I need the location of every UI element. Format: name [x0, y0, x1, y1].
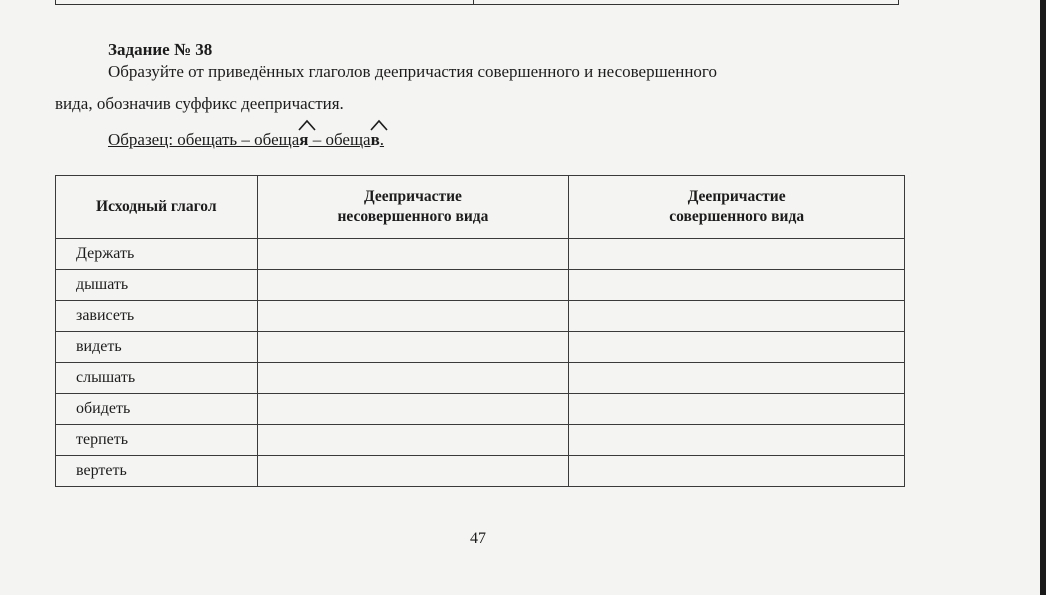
- verbs-table: [55, 175, 905, 487]
- perfective-answer-cell[interactable]: [569, 332, 905, 363]
- perfective-answer-cell[interactable]: [569, 363, 905, 394]
- verb-cell: дышать: [56, 270, 258, 301]
- verb-cell: зависеть: [56, 301, 258, 332]
- table-row: [56, 425, 905, 456]
- table-row: [56, 363, 905, 394]
- imperfective-answer-cell[interactable]: [257, 425, 569, 456]
- example-suffix-1: [299, 130, 308, 150]
- imperfective-answer-cell[interactable]: [257, 332, 569, 363]
- example-suffix-1-letter: я: [299, 130, 309, 149]
- table-row: [56, 332, 905, 363]
- previous-table-divider: [473, 0, 474, 4]
- imperfective-answer-cell[interactable]: [257, 456, 569, 487]
- example-dash: – обеща: [308, 130, 371, 149]
- example-suffix-2-letter: в: [370, 130, 380, 149]
- verb-cell: слышать: [56, 363, 258, 394]
- example-lead: Образец: обещать – обеща: [108, 130, 300, 149]
- page-number: 47: [470, 530, 486, 547]
- imperfective-answer-cell[interactable]: [257, 239, 569, 270]
- verb-cell: вертеть: [56, 456, 258, 487]
- header-perfective: Деепричастие совершенного вида: [569, 176, 905, 239]
- verb-cell: терпеть: [56, 425, 258, 456]
- imperfective-answer-cell[interactable]: [257, 363, 569, 394]
- verb-cell: видеть: [56, 332, 258, 363]
- table-header-row: [56, 176, 905, 239]
- suffix-arc-icon: [298, 119, 316, 131]
- example-line: [108, 130, 384, 150]
- verb-cell: обидеть: [56, 394, 258, 425]
- table-row: [56, 394, 905, 425]
- scan-edge: [1040, 0, 1046, 595]
- header-source-verb: Исходный глагол: [56, 176, 258, 239]
- table-row: [56, 270, 905, 301]
- imperfective-answer-cell[interactable]: [257, 394, 569, 425]
- table-row: [56, 239, 905, 270]
- imperfective-answer-cell[interactable]: [257, 301, 569, 332]
- perfective-answer-cell[interactable]: [569, 456, 905, 487]
- imperfective-answer-cell[interactable]: [257, 270, 569, 301]
- perfective-answer-cell[interactable]: [569, 301, 905, 332]
- task-title: Задание № 38: [108, 40, 213, 59]
- table-row: [56, 301, 905, 332]
- table-row: [56, 456, 905, 487]
- perfective-answer-cell[interactable]: [569, 270, 905, 301]
- perfective-answer-cell[interactable]: [569, 394, 905, 425]
- previous-table-fragment: [55, 0, 899, 5]
- suffix-arc-icon: [370, 119, 388, 131]
- verb-cell: Держать: [56, 239, 258, 270]
- example-end: .: [379, 130, 385, 149]
- perfective-answer-cell[interactable]: [569, 425, 905, 456]
- example-suffix-2: [371, 130, 380, 150]
- task-instruction-line-1: Образуйте от приведённых глаголов деепричастия совершенного и несовершенного: [108, 62, 717, 81]
- header-imperfective: Деепричастие несовершенного вида: [257, 176, 569, 239]
- perfective-answer-cell[interactable]: [569, 239, 905, 270]
- task-instruction-line-2: вида, обозначив суффикс деепричастия.: [55, 94, 344, 113]
